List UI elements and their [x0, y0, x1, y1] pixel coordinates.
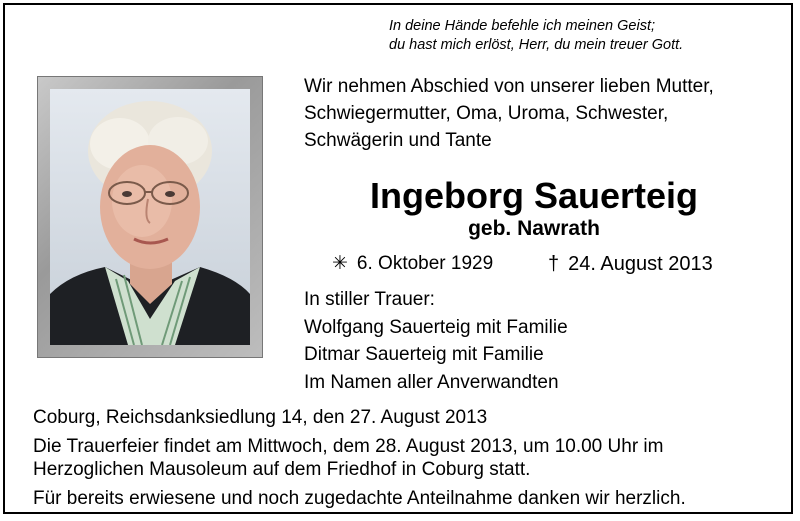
- asterisk-icon: ✳: [332, 253, 348, 274]
- footer-text: [33, 406, 686, 510]
- deceased-name: Ingeborg Sauerteig: [369, 175, 699, 216]
- ceremony-line-1: Die Trauerfeier findet am Mittwoch, dem 28. August 2013, um 10.00 Uhr im: [33, 436, 664, 457]
- place-date: Coburg, Reichsdanksiedlung 14, den 27. August 2013: [33, 407, 488, 428]
- intro-line-1: Wir nehmen Abschied von unserer lieben Mutter,: [304, 76, 714, 97]
- photo-frame: [37, 76, 263, 358]
- verse-line-2: du hast mich erlöst, Herr, du mein treuer Gott.: [389, 37, 684, 53]
- thanks-line: Für bereits erwiesene und noch zugedachte Anteilnahme danken wir herzlich.: [33, 488, 686, 509]
- mourners-heading: In stiller Trauer:: [304, 289, 435, 310]
- intro-line-3: Schwägerin und Tante: [304, 130, 492, 151]
- mourners-list: [304, 286, 568, 396]
- mourner-line: Im Namen aller Anverwandten: [304, 371, 559, 393]
- intro-line-2: Schwiegermutter, Oma, Uroma, Schwester,: [304, 103, 669, 124]
- intro-text: [304, 73, 714, 154]
- mourner-line: Wolfgang Sauerteig mit Familie: [304, 316, 568, 338]
- death-date: 24. August 2013: [568, 253, 713, 275]
- portrait-photo: [50, 89, 250, 345]
- bible-verse: [389, 17, 683, 55]
- birth-date-line: [332, 252, 493, 276]
- maiden-name: geb. Nawrath: [468, 217, 600, 240]
- mourner-line: Ditmar Sauerteig mit Familie: [304, 344, 544, 365]
- verse-line-1: In deine Hände befehle ich meinen Geist;: [389, 18, 656, 34]
- portrait-photo-icon: [50, 89, 250, 345]
- ceremony-line-2: Herzoglichen Mausoleum auf dem Friedhof in Coburg statt.: [33, 459, 531, 480]
- birth-date: 6. Oktober 1929: [356, 253, 494, 274]
- cross-icon: †: [548, 253, 560, 275]
- death-date-line: [548, 252, 713, 276]
